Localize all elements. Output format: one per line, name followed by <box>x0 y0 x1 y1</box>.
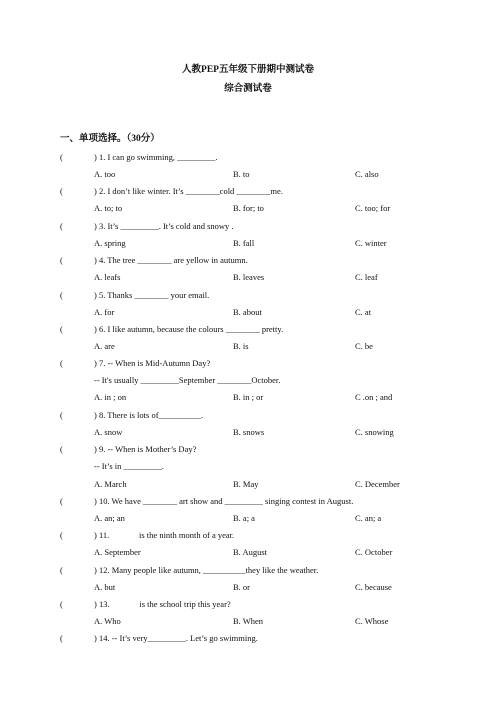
option-a: A. to; to <box>94 203 123 213</box>
question-7-options <box>94 391 474 403</box>
question-6-options <box>94 340 474 352</box>
page-subtitle: 综合测试卷 <box>224 84 272 94</box>
question-7 <box>60 357 210 369</box>
question-3-options <box>94 237 474 249</box>
question-13-options <box>94 615 474 627</box>
option-c: C. winter <box>355 238 387 248</box>
question-text: ) 12. Many people like autumn, __________they like the weather. <box>94 565 319 575</box>
answer-blank[interactable]: ( <box>60 152 63 162</box>
option-c: C. too; for <box>355 203 391 213</box>
question-2 <box>60 185 283 197</box>
option-b: B. to <box>233 169 250 179</box>
option-c: C. snowing <box>355 427 394 437</box>
answer-blank[interactable]: ( <box>60 358 63 368</box>
option-b: B. When <box>233 616 264 626</box>
question-1-options <box>94 168 474 180</box>
question-12-options <box>94 581 474 593</box>
question-text: ) 10. We have ________ art show and _________ singing contest in August. <box>94 496 354 506</box>
option-a: A. September <box>94 547 141 557</box>
question-12 <box>60 564 318 576</box>
question-4-options <box>94 271 474 283</box>
option-a: A. snow <box>94 427 123 437</box>
question-9-answer-line: -- It’s in _________. <box>94 461 164 471</box>
question-8 <box>60 409 203 421</box>
option-a: A. spring <box>94 238 126 248</box>
answer-blank[interactable]: ( <box>60 410 63 420</box>
answer-blank[interactable]: ( <box>60 255 63 265</box>
question-text: ) 14. -- It’s very_________. Let’s go swimming. <box>94 633 258 643</box>
section-heading: 一、单项选择。（30分） <box>60 134 160 144</box>
option-c: C .on ; and <box>355 392 393 402</box>
question-7-answer-line: -- It's usually _________September ________October. <box>94 375 281 385</box>
question-text: ) 9. -- When is Mother’s Day? <box>94 444 197 454</box>
option-a: A. an; an <box>94 513 125 523</box>
question-text: ) 5. Thanks ________ your email. <box>94 290 210 300</box>
question-14 <box>60 632 258 644</box>
question-11 <box>60 529 234 541</box>
option-b: B. snows <box>233 427 265 437</box>
option-a: A. for <box>94 307 115 317</box>
option-c: C. be <box>355 341 373 351</box>
question-text: ) 8. There is lots of__________. <box>94 410 204 420</box>
question-6 <box>60 323 283 335</box>
question-text: ) 7. -- When is Mid-Autumn Day? <box>94 358 211 368</box>
question-text: ) 13. is the school trip this year? <box>94 599 231 609</box>
question-13 <box>60 598 231 610</box>
answer-blank[interactable]: ( <box>60 599 63 609</box>
question-8-options <box>94 426 474 438</box>
option-a: A. too <box>94 169 116 179</box>
option-b: B. is <box>233 341 249 351</box>
answer-blank[interactable]: ( <box>60 444 63 454</box>
question-10 <box>60 495 353 507</box>
option-b: B. August <box>233 547 268 557</box>
option-c: C. leaf <box>355 272 378 282</box>
question-text: ) 3. It’s _________. It’s cold and snowy . <box>94 221 234 231</box>
question-2-options <box>94 202 474 214</box>
answer-blank[interactable]: ( <box>60 221 63 231</box>
question-5-options <box>94 306 474 318</box>
page-title: 人教PEP五年级下册期中测试卷 <box>182 65 314 75</box>
answer-blank[interactable]: ( <box>60 290 63 300</box>
option-a: A. Who <box>94 616 121 626</box>
question-9 <box>60 443 196 455</box>
question-text: ) 1. I can go swimming, _________. <box>94 152 218 162</box>
question-1 <box>60 151 217 163</box>
option-b: B. in ; or <box>233 392 264 402</box>
option-a: A. are <box>94 341 115 351</box>
answer-blank[interactable]: ( <box>60 324 63 334</box>
option-c: C. an; a <box>355 513 382 523</box>
question-5 <box>60 289 209 301</box>
question-4 <box>60 254 248 266</box>
answer-blank[interactable]: ( <box>60 633 63 643</box>
option-a: A. but <box>94 582 116 592</box>
answer-blank[interactable]: ( <box>60 565 63 575</box>
question-text: ) 11. is the ninth month of a year. <box>94 530 235 540</box>
question-11-options <box>94 546 474 558</box>
option-c: C. Whose <box>355 616 389 626</box>
option-a: A. March <box>94 479 127 489</box>
question-9-options <box>94 478 474 490</box>
option-a: A. leafs <box>94 272 121 282</box>
question-text: ) 4. The tree ________ are yellow in autumn. <box>94 255 248 265</box>
option-b: B. a; a <box>233 513 255 523</box>
option-b: B. about <box>233 307 262 317</box>
option-b: B. leaves <box>233 272 265 282</box>
question-text: ) 6. I like autumn, because the colours ________ pretty. <box>94 324 284 334</box>
option-c: C. because <box>355 582 392 592</box>
option-b: B. or <box>233 582 250 592</box>
option-b: B. fall <box>233 238 255 248</box>
option-c: C. also <box>355 169 379 179</box>
option-a: A. in ; on <box>94 392 127 402</box>
option-b: B. May <box>233 479 259 489</box>
question-10-options <box>94 512 474 524</box>
answer-blank[interactable]: ( <box>60 496 63 506</box>
question-3 <box>60 220 234 232</box>
option-c: C. at <box>355 307 372 317</box>
option-b: B. for; to <box>233 203 264 213</box>
option-c: C. October <box>355 547 393 557</box>
question-text: ) 2. I don’t like winter. It’s ________cold ________me. <box>94 186 283 196</box>
answer-blank[interactable]: ( <box>60 530 63 540</box>
answer-blank[interactable]: ( <box>60 186 63 196</box>
option-c: C. December <box>355 479 400 489</box>
